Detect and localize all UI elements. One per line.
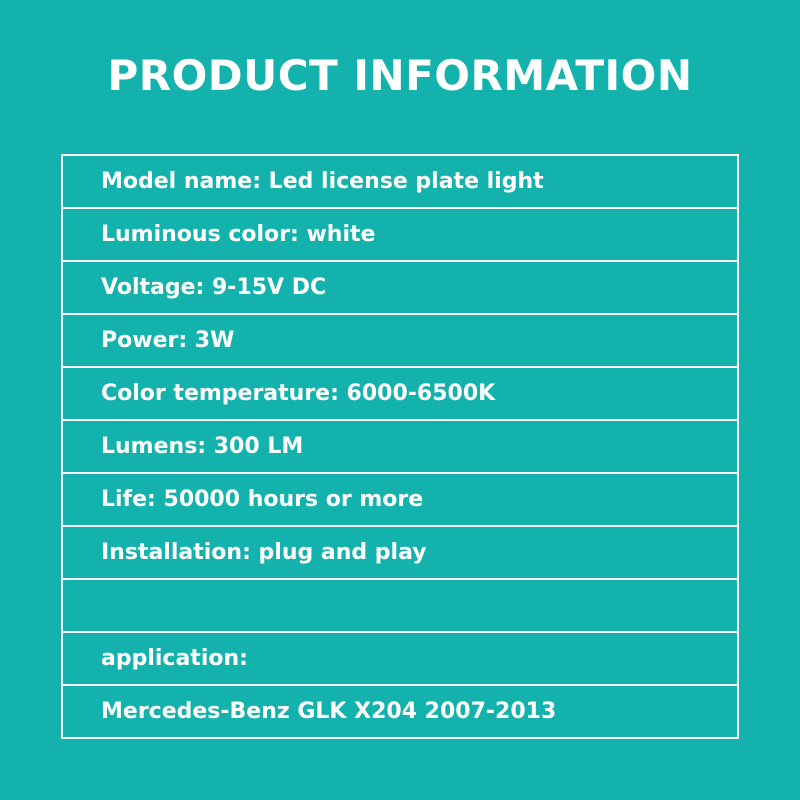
spec-row-application-label — [63, 633, 737, 686]
spec-row-life — [63, 474, 737, 527]
spec-row-empty — [63, 580, 737, 633]
spec-text: Life: 50000 hours or more — [101, 486, 424, 512]
spec-text: Color temperature: 6000-6500K — [101, 380, 496, 406]
spec-text: Installation: plug and play — [101, 539, 427, 565]
spec-row-application-vehicle — [63, 686, 737, 739]
spec-text: Power: 3W — [101, 327, 235, 353]
spec-row-lumens — [63, 421, 737, 474]
spec-row-model-name — [63, 156, 737, 209]
spec-table — [61, 154, 739, 739]
page-title: PRODUCT INFORMATION — [107, 51, 693, 100]
spec-row-voltage — [63, 262, 737, 315]
spec-row-luminous-color — [63, 209, 737, 262]
spec-text: Lumens: 300 LM — [101, 433, 304, 459]
spec-text: Mercedes-Benz GLK X204 2007-2013 — [101, 698, 557, 724]
spec-text: Luminous color: white — [101, 221, 376, 247]
spec-row-color-temperature — [63, 368, 737, 421]
spec-text: Model name: Led license plate light — [101, 168, 544, 194]
spec-row-power — [63, 315, 737, 368]
spec-text: Voltage: 9-15V DC — [101, 274, 327, 300]
spec-row-installation — [63, 527, 737, 580]
spec-text: application: — [101, 645, 248, 671]
